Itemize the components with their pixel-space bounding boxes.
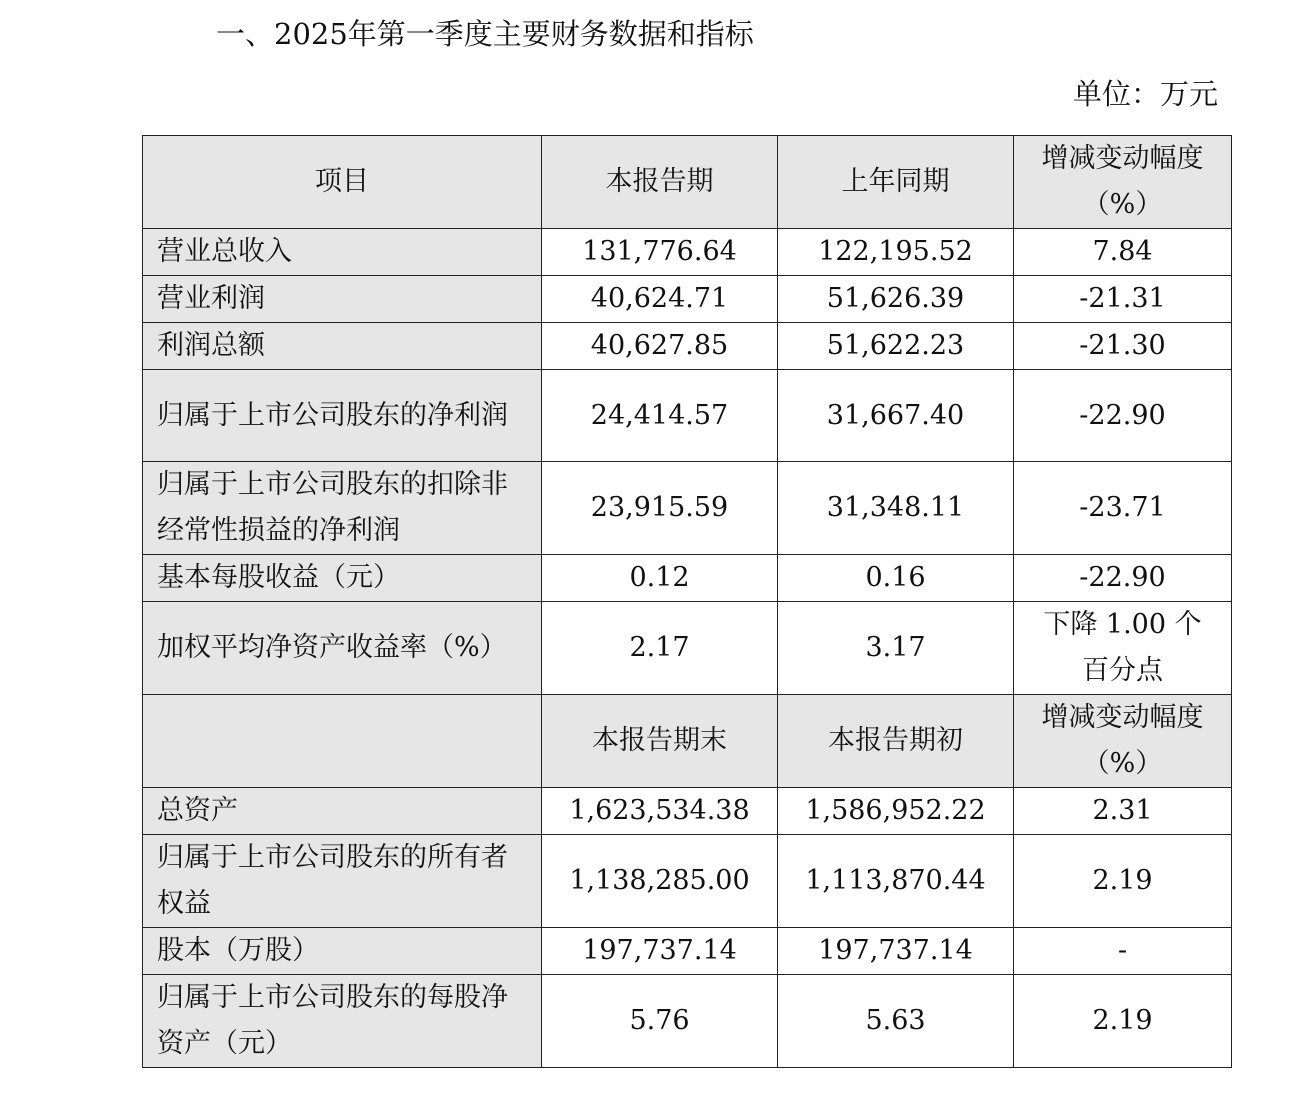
row-label: 归属于上市公司股东的扣除非经常性损益的净利润 [143,462,542,555]
row-label: 股本（万股） [143,928,542,975]
current-value: 2.17 [542,602,778,695]
table-row [143,928,1232,975]
change-value: -21.31 [1014,276,1232,323]
change-value: -23.71 [1014,462,1232,555]
change-value: -21.30 [1014,323,1232,370]
row-label: 营业利润 [143,276,542,323]
table-row [143,835,1232,928]
table-header-row [143,136,1232,229]
current-value: 24,414.57 [542,370,778,462]
current-value: 0.12 [542,555,778,602]
current-value: 40,624.71 [542,276,778,323]
prior-value: 31,348.11 [778,462,1014,555]
change-value: -22.90 [1014,370,1232,462]
row-label: 基本每股收益（元） [143,555,542,602]
begin-value: 5.63 [778,975,1014,1068]
row-label: 归属于上市公司股东的每股净资产（元） [143,975,542,1068]
end-value: 5.76 [542,975,778,1068]
header-period-end: 本报告期末 [542,695,778,788]
header-item: 项目 [143,136,542,229]
table-row [143,229,1232,276]
begin-value: 1,586,952.22 [778,788,1014,835]
change-value: 7.84 [1014,229,1232,276]
header-change-line1: 增减变动幅度 [1041,143,1204,174]
header-period-begin: 本报告期初 [778,695,1014,788]
end-value: 1,138,285.00 [542,835,778,928]
change-value: 2.19 [1014,975,1232,1068]
change-value: - [1014,928,1232,975]
current-value: 131,776.64 [542,229,778,276]
begin-value: 1,113,870.44 [778,835,1014,928]
subheader-change-rate [1014,695,1232,788]
row-label: 营业总收入 [143,229,542,276]
prior-value: 31,667.40 [778,370,1014,462]
table-row [143,975,1232,1068]
table-subheader-row [143,695,1232,788]
end-value: 1,623,534.38 [542,788,778,835]
header-change-rate [1014,136,1232,229]
subheader-item [143,695,542,788]
unit-label: 单位：万元 [1072,77,1218,111]
table-row [143,788,1232,835]
table-row [143,602,1232,695]
section-heading: 一、2025年第一季度主要财务数据和指标 [216,17,754,51]
current-value: 23,915.59 [542,462,778,555]
row-label: 总资产 [143,788,542,835]
table-row [143,276,1232,323]
change-value: 2.31 [1014,788,1232,835]
change-value: -22.90 [1014,555,1232,602]
row-label: 加权平均净资产收益率（%） [143,602,542,695]
prior-value: 51,622.23 [778,323,1014,370]
row-label: 归属于上市公司股东的所有者权益 [143,835,542,928]
table-row [143,323,1232,370]
table-row [143,555,1232,602]
current-value: 40,627.85 [542,323,778,370]
header-prior-year-period: 上年同期 [778,136,1014,229]
financial-data-table [142,135,1232,1068]
header-current-period: 本报告期 [542,136,778,229]
change-value: 2.19 [1014,835,1232,928]
begin-value: 197,737.14 [778,928,1014,975]
table-row [143,462,1232,555]
change-value: 下降 1.00 个百分点 [1014,602,1232,695]
subheader-change-line2: （%） [1082,748,1163,779]
subheader-change-line1: 增减变动幅度 [1041,702,1204,733]
prior-value: 0.16 [778,555,1014,602]
row-label: 利润总额 [143,323,542,370]
header-change-line2: （%） [1082,189,1163,220]
end-value: 197,737.14 [542,928,778,975]
prior-value: 3.17 [778,602,1014,695]
table-row [143,370,1232,462]
prior-value: 122,195.52 [778,229,1014,276]
row-label: 归属于上市公司股东的净利润 [143,370,542,462]
prior-value: 51,626.39 [778,276,1014,323]
